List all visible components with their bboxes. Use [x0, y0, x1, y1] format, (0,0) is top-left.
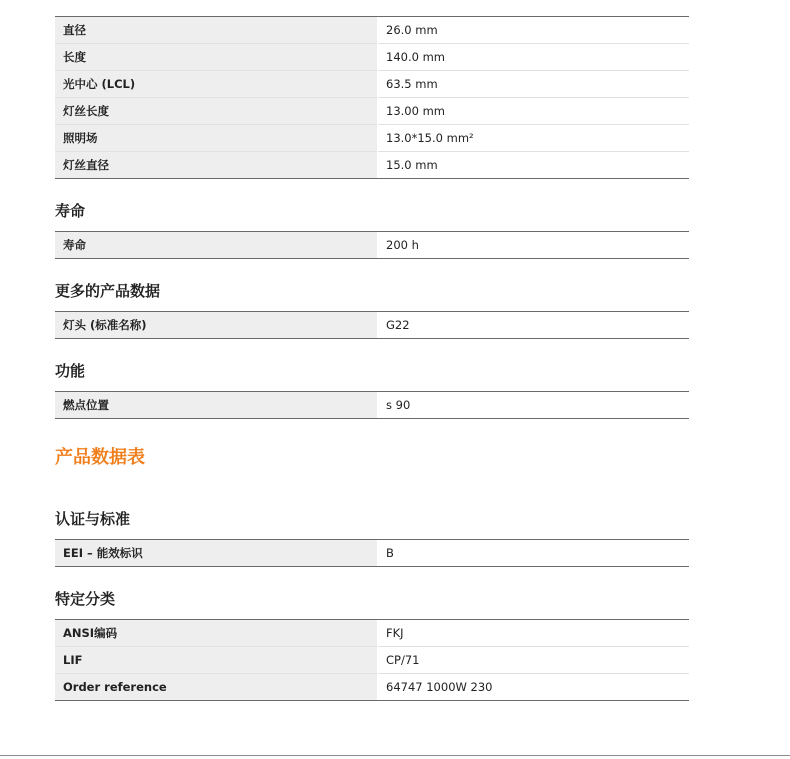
datasheet-title: 产品数据表	[55, 447, 145, 468]
table-row	[55, 125, 689, 152]
table-row	[55, 674, 689, 701]
table-row	[55, 540, 689, 567]
row-value: CP/71	[378, 647, 690, 674]
section-title-lifetime: 寿命	[55, 202, 86, 220]
row-label: 直径	[55, 17, 378, 44]
table-row	[55, 152, 689, 179]
classification-table	[55, 619, 689, 701]
table-row	[55, 44, 689, 71]
section-title-certification: 认证与标准	[55, 510, 131, 528]
row-label: 灯丝长度	[55, 98, 378, 125]
row-value: 140.0 mm	[378, 44, 690, 71]
page-bottom-divider	[0, 755, 790, 756]
row-label: 灯头 (标准名称)	[55, 312, 378, 339]
table-row	[55, 647, 689, 674]
row-value: 26.0 mm	[378, 17, 690, 44]
table-row	[55, 232, 689, 259]
row-value: 64747 1000W 230	[378, 674, 690, 701]
row-value: B	[378, 540, 690, 567]
row-label: 燃点位置	[55, 392, 378, 419]
table-row	[55, 620, 689, 647]
section-title-function: 功能	[55, 362, 86, 380]
table-row	[55, 312, 689, 339]
row-label: 灯丝直径	[55, 152, 378, 179]
dimensions-table	[55, 16, 689, 179]
row-label: EEI – 能效标识	[55, 540, 378, 567]
row-label: ANSI编码	[55, 620, 378, 647]
row-label: 照明场	[55, 125, 378, 152]
section-title-more-data: 更多的产品数据	[55, 282, 161, 300]
row-label: 长度	[55, 44, 378, 71]
row-label: 光中心 (LCL)	[55, 71, 378, 98]
row-value: s 90	[378, 392, 690, 419]
section-title-classification: 特定分类	[55, 590, 116, 608]
more-data-table	[55, 311, 689, 339]
row-value: FKJ	[378, 620, 690, 647]
table-row	[55, 98, 689, 125]
row-value: G22	[378, 312, 690, 339]
row-value: 200 h	[378, 232, 690, 259]
certification-table	[55, 539, 689, 567]
row-label: Order reference	[55, 674, 378, 701]
datasheet-content	[55, 0, 689, 701]
function-table	[55, 391, 689, 419]
row-value: 13.00 mm	[378, 98, 690, 125]
row-label: LIF	[55, 647, 378, 674]
table-row	[55, 392, 689, 419]
row-value: 63.5 mm	[378, 71, 690, 98]
row-value: 15.0 mm	[378, 152, 690, 179]
row-value: 13.0*15.0 mm²	[378, 125, 690, 152]
lifetime-table	[55, 231, 689, 259]
row-label: 寿命	[55, 232, 378, 259]
table-row	[55, 17, 689, 44]
table-row	[55, 71, 689, 98]
